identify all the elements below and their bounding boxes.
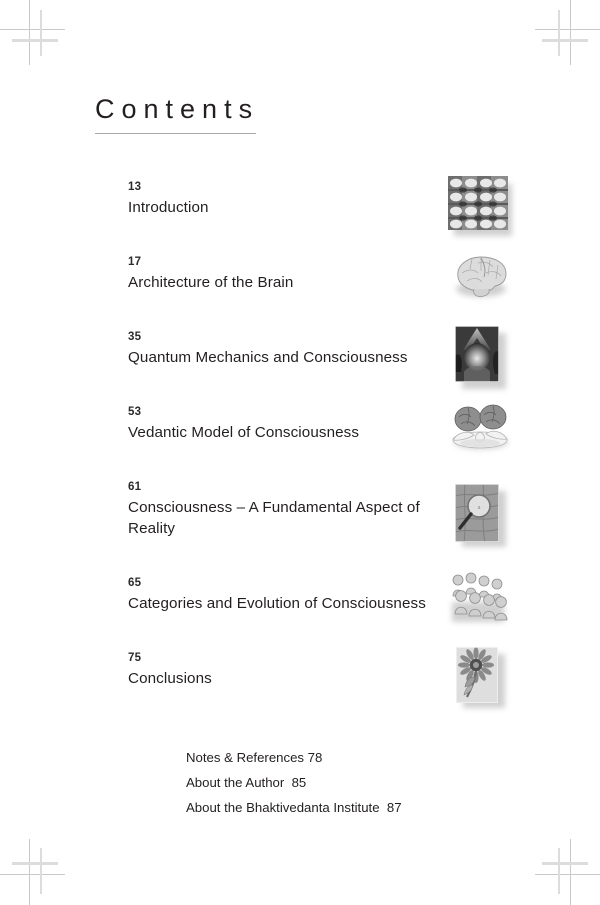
- toc-thumbnail: [456, 647, 520, 711]
- toc-chapter-title: Introduction: [128, 199, 209, 216]
- svg-text:a: a: [477, 505, 481, 511]
- toc-chapter-title: Quantum Mechanics and Consciousness: [128, 349, 408, 366]
- toc-page-number: 53: [128, 406, 142, 418]
- toc-entry[interactable]: [0, 330, 600, 405]
- toc-thumbnail: [455, 484, 519, 548]
- toc-entry[interactable]: [0, 576, 600, 651]
- toc-thumbnail: [448, 176, 512, 240]
- page-title: Contents: [95, 94, 260, 124]
- toc-thumbnail: [448, 401, 512, 465]
- toc-page-number: 35: [128, 331, 142, 343]
- quantum-wave-photo-icon: [455, 326, 499, 382]
- toc-entry-text: [128, 405, 428, 443]
- front-matter-list: [186, 745, 526, 820]
- toc-page-number: 61: [128, 481, 142, 493]
- toc-entry[interactable]: [0, 180, 600, 255]
- toc-chapter-title: Architecture of the Brain: [128, 274, 294, 291]
- front-matter-item[interactable]: Notes & References 78: [186, 750, 323, 765]
- toc-thumbnail: [448, 251, 512, 315]
- toc-entry[interactable]: [0, 651, 600, 726]
- toc-entry-text: [128, 480, 428, 539]
- toc-page-number: 65: [128, 577, 142, 589]
- toc-page-number: 17: [128, 256, 142, 268]
- brain-side-view-icon: [448, 251, 514, 303]
- toc-thumbnail: [448, 572, 512, 636]
- group-of-figures-icon: [448, 572, 510, 626]
- toc-entry-text: [128, 330, 428, 368]
- two-brains-on-lotus-icon: [448, 401, 512, 455]
- toc-entry[interactable]: [0, 480, 600, 576]
- sunflower-photo-icon: [456, 647, 498, 703]
- table-of-contents: [0, 180, 600, 726]
- toc-chapter-title: Conclusions: [128, 670, 212, 687]
- toc-entry-text: [128, 576, 428, 614]
- toc-entry[interactable]: [0, 405, 600, 480]
- toc-entry-text: [128, 255, 428, 293]
- title-underline-rule: [95, 133, 256, 134]
- magnifying-glass-photo-icon: [455, 484, 499, 542]
- toc-page-number: 75: [128, 652, 142, 664]
- toc-entry-text: [128, 180, 428, 218]
- front-matter-item[interactable]: About the Author 85: [186, 775, 307, 790]
- toc-thumbnail: [455, 326, 519, 390]
- toc-entry-text: [128, 651, 428, 689]
- toc-chapter-title: Vedantic Model of Consciousness: [128, 424, 360, 441]
- brain-scan-grid-icon: [448, 176, 508, 230]
- toc-chapter-title: Consciousness – A Fundamental Aspect of Reality: [128, 499, 420, 537]
- toc-chapter-title: Categories and Evolution of Consciousness: [128, 595, 426, 612]
- toc-page-number: 13: [128, 181, 142, 193]
- front-matter-item[interactable]: About the Bhaktivedanta Institute 87: [186, 800, 402, 815]
- toc-entry[interactable]: [0, 255, 600, 330]
